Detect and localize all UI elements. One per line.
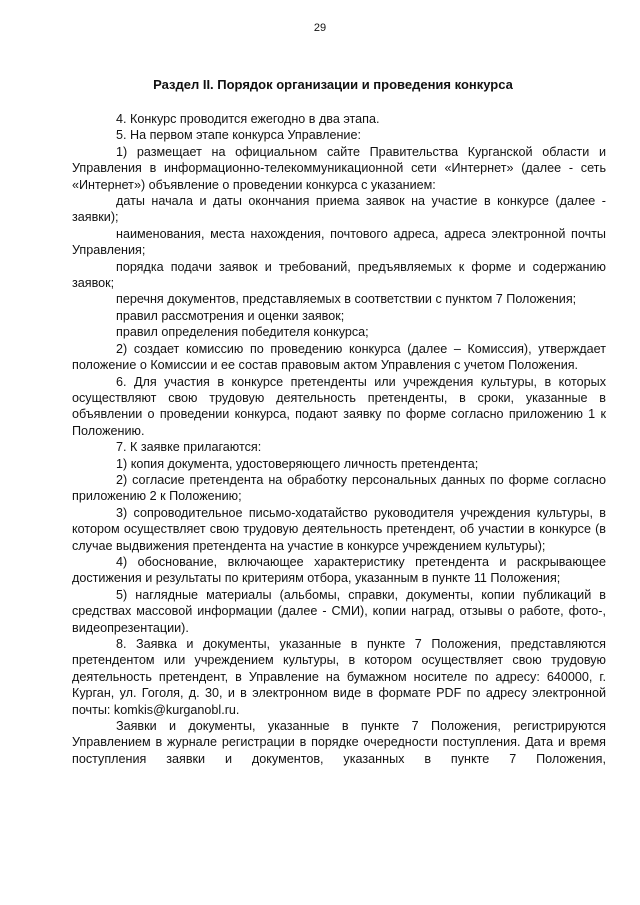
paragraph: перечня документов, представляемых в соответствии с пунктом 7 Положения;: [116, 292, 577, 307]
paragraph: порядка подачи заявок и требований, предъявляемых к форме и содержанию заявок;: [72, 259, 606, 291]
paragraph: 2) согласие претендента на обработку персональных данных по форме согласно приложению 2 к Положению;: [72, 472, 606, 504]
paragraph: 6. Для участия в конкурсе претенденты или учреждения культуры, в которых осуществляют свою трудовую деятельность претенденты, в сроки, указанные в объявлении о проведении конкурса, подают заявку по форме согласно приложению 1 к Положению.: [72, 374, 606, 438]
section-title: Раздел II. Порядок организации и проведения конкурса: [153, 77, 513, 92]
paragraph: 2) создает комиссию по проведению конкурса (далее – Комиссия), утверждает положение о Комиссии и ее состав правовым актом Управления с учетом Положения.: [72, 341, 606, 373]
paragraph: 7. К заявке прилагаются:: [116, 440, 262, 455]
page-number: 29: [313, 22, 327, 34]
paragraph: 5. На первом этапе конкурса Управление:: [116, 128, 361, 143]
paragraph: 1) размещает на официальном сайте Правительства Курганской области и Управления в информационно-телекоммуникационной сети «Интернет» (далее - сеть «Интернет») объявление о проведении конкурса с указанием:: [72, 144, 606, 192]
paragraph: 3) сопроводительное письмо-ходатайство руководителя учреждения культуры, в котором осуществляет свою трудовую деятельность претендент, об участии в конкурсе (в случае выдвижения претендента на участие в конкурсе учреждением культуры);: [72, 505, 606, 553]
body-text: [72, 111, 606, 767]
paragraph: даты начала и даты окончания приема заявок на участие в конкурсе (далее - заявки);: [72, 194, 606, 225]
paragraph: наименования, места нахождения, почтового адреса, адреса электронной почты Управления;: [72, 226, 606, 258]
paragraph: 1) копия документа, удостоверяющего личность претендента;: [116, 456, 479, 471]
paragraph: Заявки и документы, указанные в пункте 7 Положения, регистрируются Управлением в журнале регистрации в порядке очередности поступления. Дата и время поступления заявки и документов, указанных в пункте 7 Положения,: [72, 719, 606, 766]
paragraph: правил определения победителя конкурса;: [116, 325, 369, 340]
paragraph: правил рассмотрения и оценки заявок;: [116, 308, 345, 323]
paragraph: 4. Конкурс проводится ежегодно в два этапа.: [116, 112, 380, 126]
paragraph: 8. Заявка и документы, указанные в пункте 7 Положения, представляются претендентом или учреждением культуры, в котором осуществляет свою трудовую деятельность претендент, в Управление на бумажном носителе по адресу: 640000, г. Курган, ул. Гоголя, д. 30, и в электронном виде в формате PDF по адресу электронной почты: komkis@kurganobl.ru.: [72, 637, 606, 717]
paragraph: 4) обоснование, включающее характеристику претендента и раскрывающее достижения и результаты по критериям отбора, указанным в пункте 11 Положения;: [72, 554, 606, 586]
paragraph: 5) наглядные материалы (альбомы, справки, документы, копии публикаций в средствах массовой информации (далее - СМИ), копии наград, отзывы о работе, фото-, видеопрезентации).: [72, 587, 606, 635]
